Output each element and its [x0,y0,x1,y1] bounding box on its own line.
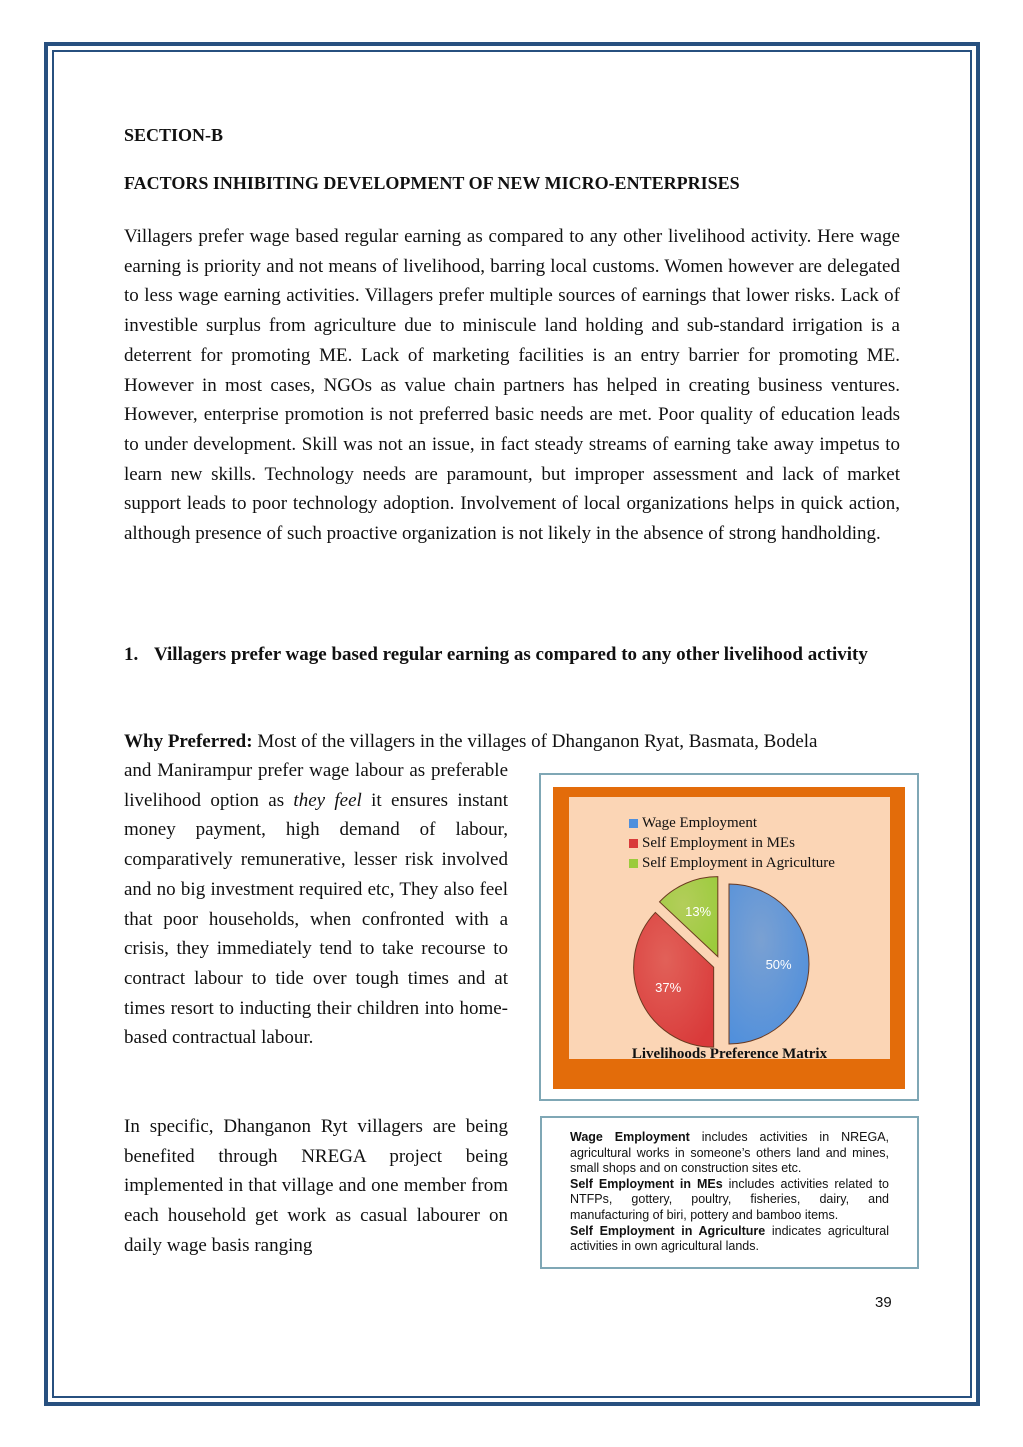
numbered-heading [124,640,900,670]
pie-label-wage: 50% [765,957,792,972]
definition-me [570,1177,889,1224]
legend-label-agri: Self Employment in Agriculture [642,855,835,871]
definition-me-term: Self Employment in MEs [570,1176,723,1191]
heading-number: 1. [124,644,139,665]
definition-agri-term: Self Employment in Agriculture [570,1223,766,1238]
pie-chart [569,797,890,1059]
section-label: SECTION-B [124,125,224,145]
why-text-emphasis: they feel [293,789,362,811]
legend-label-me: Self Employment in MEs [642,835,795,851]
definitions-box [540,1116,919,1269]
definition-wage [570,1130,889,1177]
pie-label-agri: 13% [685,904,712,920]
definition-agri [570,1224,889,1255]
definition-wage-term: Wage Employment [570,1130,690,1144]
chart-title: Livelihoods Preference Matrix [631,1046,828,1062]
pie-label-me: 37% [655,979,682,995]
intro-paragraph: Villagers prefer wage based regular earning as compared to any other livelihood activity. Here wage earning is priority and not means of livelihood, barring local customs. Women however are delegated to less wage earning activities. Villagers prefer multiple sources of earnings that lower risks. Lack of investible surplus from agriculture due to miniscule land holding and sub-standard irrigation is a deterrent for promoting ME. Lack of marketing facilities is an entry barrier for promoting ME. However in most cases, NGOs as value chain partners has helped in creating business ventures. However, enterprise promotion is not preferred basic needs are met. Poor quality of education leads to under development. Skill was not an issue, in fact steady streams of earning take away impetus to learn new skills. Technology needs are paramount, but improper assessment and lack of market support leads to poor technology adoption. Involvement of local organizations helps in quick action, although presence of such proactive organization is not likely in the absence of strong handholding. [124,226,900,545]
definition-agri-text: indicates agricultural activities in own agricultural lands. [570,1223,889,1254]
chart-plot-area [569,797,890,1062]
why-text-part1: and Manirampur prefer wage labour as preferable livelihood option as [124,760,508,811]
specific-paragraph: In specific, Dhanganon Ryt villagers are being benefited through NREGA project being implemented in that village and one member from each household get work as casual labourer on daily wage basis ranging [124,1116,508,1256]
why-preferred-label: Why Preferred: [124,731,253,752]
why-preferred-paragraph [124,756,508,1053]
chart-frame [539,773,919,1101]
page-number: 39 [875,1294,892,1311]
definition-wage-text: includes activities in NREGA, agricultural works in someone’s others land and mines, small shops and on construction sites etc. [570,1130,889,1176]
chart-background [553,787,905,1089]
definition-me-text: includes activities related to NTFPs, gottery, poultry, fisheries, dairy, and manufacturing of biri, pottery and bamboo items. [570,1176,890,1222]
section-title: FACTORS INHIBITING DEVELOPMENT OF NEW MICRO-ENTERPRISES [124,173,740,193]
legend-label-wage: Wage Employment [642,815,758,831]
why-preferred-line-text: Most of the villagers in the villages of Dhanganon Ryat, Basmata, Bodela [257,731,818,752]
why-text-part2: it ensures instant money payment, high demand of labour, comparatively remunerative, lesser risk involved and no big investment required etc, They also feel that poor households, when confronted with a crisis, they immediately tend to take recourse to contract labour to tide over tough times and at times resort to inducting their children into home-based contractual labour. [124,789,509,1049]
heading-text: Villagers prefer wage based regular earning as compared to any other livelihood activity [154,644,868,665]
why-preferred-first-line [124,727,900,757]
